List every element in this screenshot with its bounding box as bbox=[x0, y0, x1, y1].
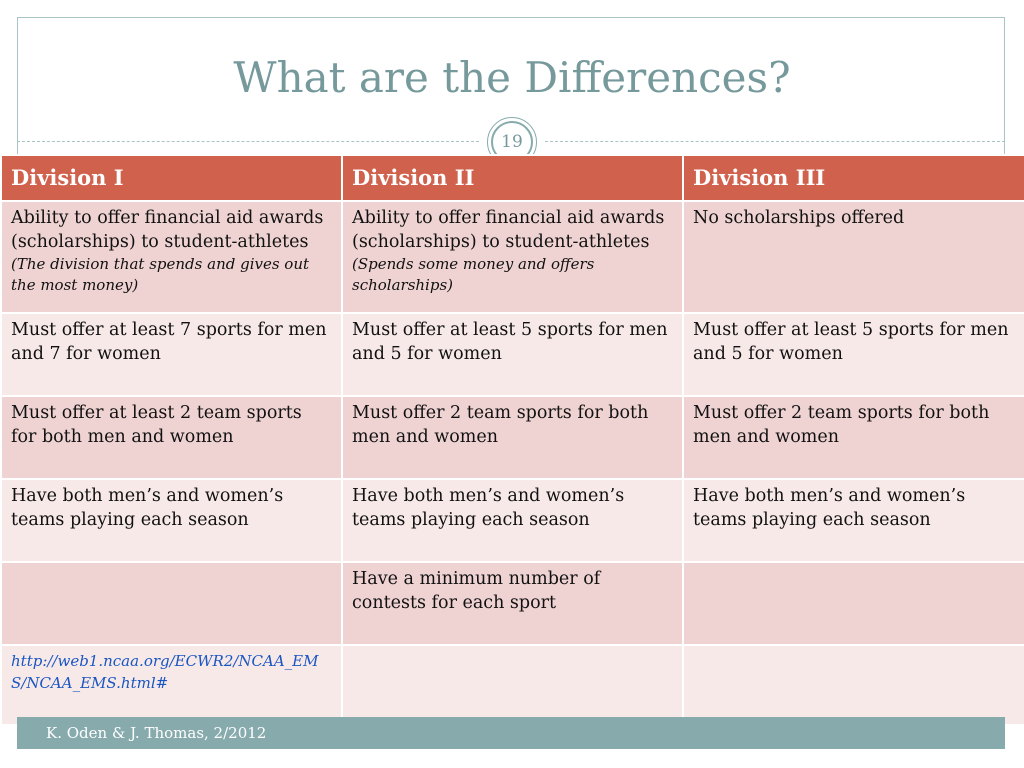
table-cell: Must offer at least 5 sports for men and 5 for women bbox=[342, 313, 683, 396]
table-cell: Must offer 2 team sports for both men and women bbox=[683, 396, 1024, 479]
table-cell: Must offer at least 5 sports for men and 5 for women bbox=[683, 313, 1024, 396]
table-cell bbox=[1, 645, 342, 725]
table-cell bbox=[342, 645, 683, 725]
table-row bbox=[1, 396, 1024, 479]
table-row bbox=[1, 201, 1024, 313]
table-cell bbox=[1, 562, 342, 645]
cell-text: Ability to offer financial aid awards (scholarships) to student-athletes bbox=[352, 208, 665, 252]
table-cell: Must offer at least 7 sports for men and 7 for women bbox=[1, 313, 342, 396]
cell-text: Ability to offer financial aid awards (scholarships) to student-athletes bbox=[11, 208, 324, 252]
page-number: 19 bbox=[491, 121, 533, 163]
table-row bbox=[1, 313, 1024, 396]
table-row bbox=[1, 562, 1024, 645]
table-cell: Have both men’s and women’s teams playing each season bbox=[1, 479, 342, 562]
table-cell bbox=[683, 562, 1024, 645]
table-cell bbox=[683, 201, 1024, 313]
cell-note: (The division that spends and gives out the most money) bbox=[11, 255, 310, 294]
table-header-row bbox=[1, 155, 1024, 201]
table-cell: Must offer 2 team sports for both men and women bbox=[342, 396, 683, 479]
table-cell: Have a minimum number of contests for each sport bbox=[342, 562, 683, 645]
header-division-2: Division II bbox=[342, 155, 683, 201]
table-row bbox=[1, 645, 1024, 725]
table-cell: Must offer at least 2 team sports for both men and women bbox=[1, 396, 342, 479]
divider-line-left bbox=[17, 141, 479, 142]
table-cell bbox=[342, 201, 683, 313]
slide-title: What are the Differences? bbox=[233, 53, 791, 102]
table-row bbox=[1, 479, 1024, 562]
cell-text: No scholarships offered bbox=[693, 208, 905, 228]
ncaa-source-link[interactable]: http://web1.ncaa.org/ECWR2/NCAA_EMS/NCAA_EMS.html# bbox=[11, 652, 319, 692]
division-comparison-table bbox=[0, 154, 1024, 726]
header-division-1: Division I bbox=[1, 155, 342, 201]
table-cell bbox=[683, 645, 1024, 725]
table-cell: Have both men’s and women’s teams playing each season bbox=[342, 479, 683, 562]
divider-line-right bbox=[545, 141, 1005, 142]
slide-footer: K. Oden & J. Thomas, 2/2012 bbox=[17, 717, 1005, 749]
cell-note: (Spends some money and offers scholarships) bbox=[352, 255, 595, 294]
table-cell bbox=[1, 201, 342, 313]
header-division-3: Division III bbox=[683, 155, 1024, 201]
table-cell: Have both men’s and women’s teams playing each season bbox=[683, 479, 1024, 562]
